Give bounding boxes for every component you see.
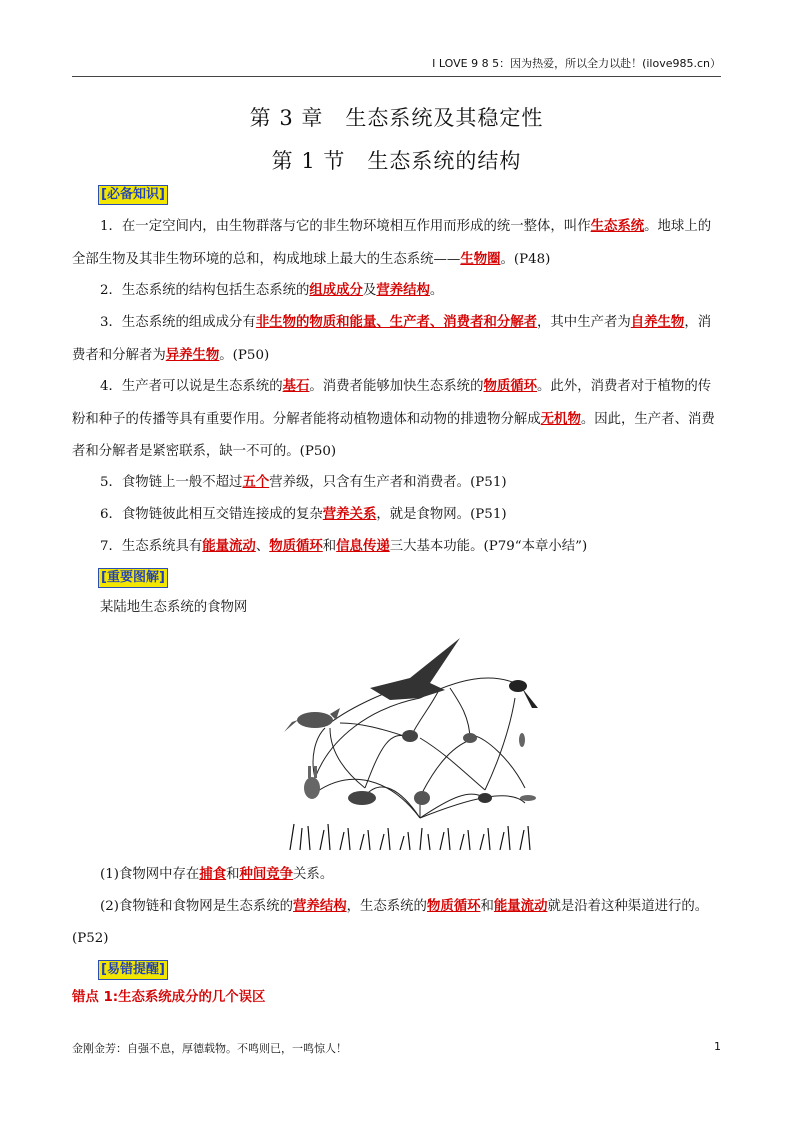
mouse-icon <box>348 791 376 805</box>
keyword: 五个 <box>242 474 270 490</box>
keyword: 非生物的物质和能量、生产者、消费者和分解者 <box>255 314 538 330</box>
beetle-icon <box>414 791 430 805</box>
error-point-heading: 错点 1:生态系统成分的几个误区 <box>72 990 266 1005</box>
keyword: 信息传递 <box>336 538 390 554</box>
item-7: 7．生态系统具有能量流动、物质循环和信息传递三大基本功能。(P79“本章小结”) <box>100 538 588 554</box>
insect-icon <box>519 733 525 747</box>
keyword: 营养结构 <box>293 898 347 914</box>
food-web-figure <box>270 628 542 850</box>
item-2: 2．生态系统的结构包括生态系统的组成成分及营养结构。 <box>100 282 444 298</box>
snake-icon <box>402 730 418 742</box>
item-3: 3．生态系统的组成成分有非生物的物质和能量、生产者、消费者和分解者，其中生产者为自养生物，消费者和分解者为异养生物。(P50) <box>72 314 712 363</box>
fox-icon <box>284 708 340 732</box>
keyword: 生态系统 <box>590 218 645 234</box>
item-5: 5．食物链上一般不超过五个营养级，只含有生产者和消费者。(P51) <box>100 474 507 490</box>
keyword: 物质循环 <box>426 898 481 914</box>
keyword: 自养生物 <box>630 314 685 330</box>
keyword: 无机物 <box>540 411 581 427</box>
page-footer <box>72 1040 721 1056</box>
page-header <box>72 56 721 77</box>
grasshopper-icon <box>520 795 536 801</box>
keyword: 捕食 <box>199 866 227 882</box>
bird-icon <box>478 793 492 803</box>
keyword: 异养生物 <box>165 347 220 363</box>
header-text: I LOVE 9 8 5：因为热爱，所以全力以赴！(ilove985.cn） <box>432 57 721 70</box>
question-1: (1)食物网中存在捕食和种间竞争关系。 <box>100 866 334 882</box>
item-4: 4．生产者可以说是生态系统的基石。消费者能够加快生态系统的物质循环。此外，消费者对于植物的传粉和种子的传播等具有重要作用。分解者能将动植物遗体和动物的排遗物分解成无机物。因此，生产者、消费者和分解者是紧密联系，缺一不可的。(P50) <box>72 378 715 459</box>
keyword: 能量流动 <box>493 898 548 914</box>
item-6: 6．食物链彼此相互交错连接成的复杂营养关系，就是食物网。(P51) <box>100 506 507 522</box>
tag-must-know: [必备知识] <box>98 185 168 205</box>
magpie-icon <box>509 680 538 708</box>
page-number: 1 <box>714 1040 721 1053</box>
keyword: 生物圈 <box>460 251 501 267</box>
keyword: 营养结构 <box>376 282 430 298</box>
keyword: 基石 <box>282 378 310 394</box>
tag-error-prone: [易错提醒] <box>98 960 168 980</box>
item-1: 1．在一定空间内，由生物群落与它的非生物环境相互作用而形成的统一整体，叫作生态系统。地球上的全部生物及其非生物环境的总和，构成地球上最大的生态系统——生物圈。(P48) <box>72 218 712 267</box>
footer-motto: 金刚金芳：自强不息，厚德载物。不鸣则已，一鸣惊人！ <box>72 1042 347 1055</box>
keyword: 物质循环 <box>269 538 323 554</box>
tag-key-figure: [重要图解] <box>98 568 168 588</box>
keyword: 种间竞争 <box>239 866 294 882</box>
figure-caption: 某陆地生态系统的食物网 <box>100 600 248 615</box>
keyword: 营养关系 <box>322 506 377 522</box>
question-2: (2)食物链和食物网是生态系统的营养结构，生态系统的物质循环和能量流动就是沿着这种渠道进行的。(P52) <box>72 898 709 946</box>
keyword: 能量流动 <box>202 538 256 554</box>
frog-icon <box>463 733 477 743</box>
keyword: 物质循环 <box>483 378 538 394</box>
grass-icon <box>290 824 530 850</box>
keyword: 组成成分 <box>309 282 363 298</box>
section-title: 第 1 节 生态系统的结构 <box>271 149 522 173</box>
chapter-title: 第 3 章 生态系统及其稳定性 <box>249 106 544 130</box>
eagle-icon <box>370 638 460 700</box>
